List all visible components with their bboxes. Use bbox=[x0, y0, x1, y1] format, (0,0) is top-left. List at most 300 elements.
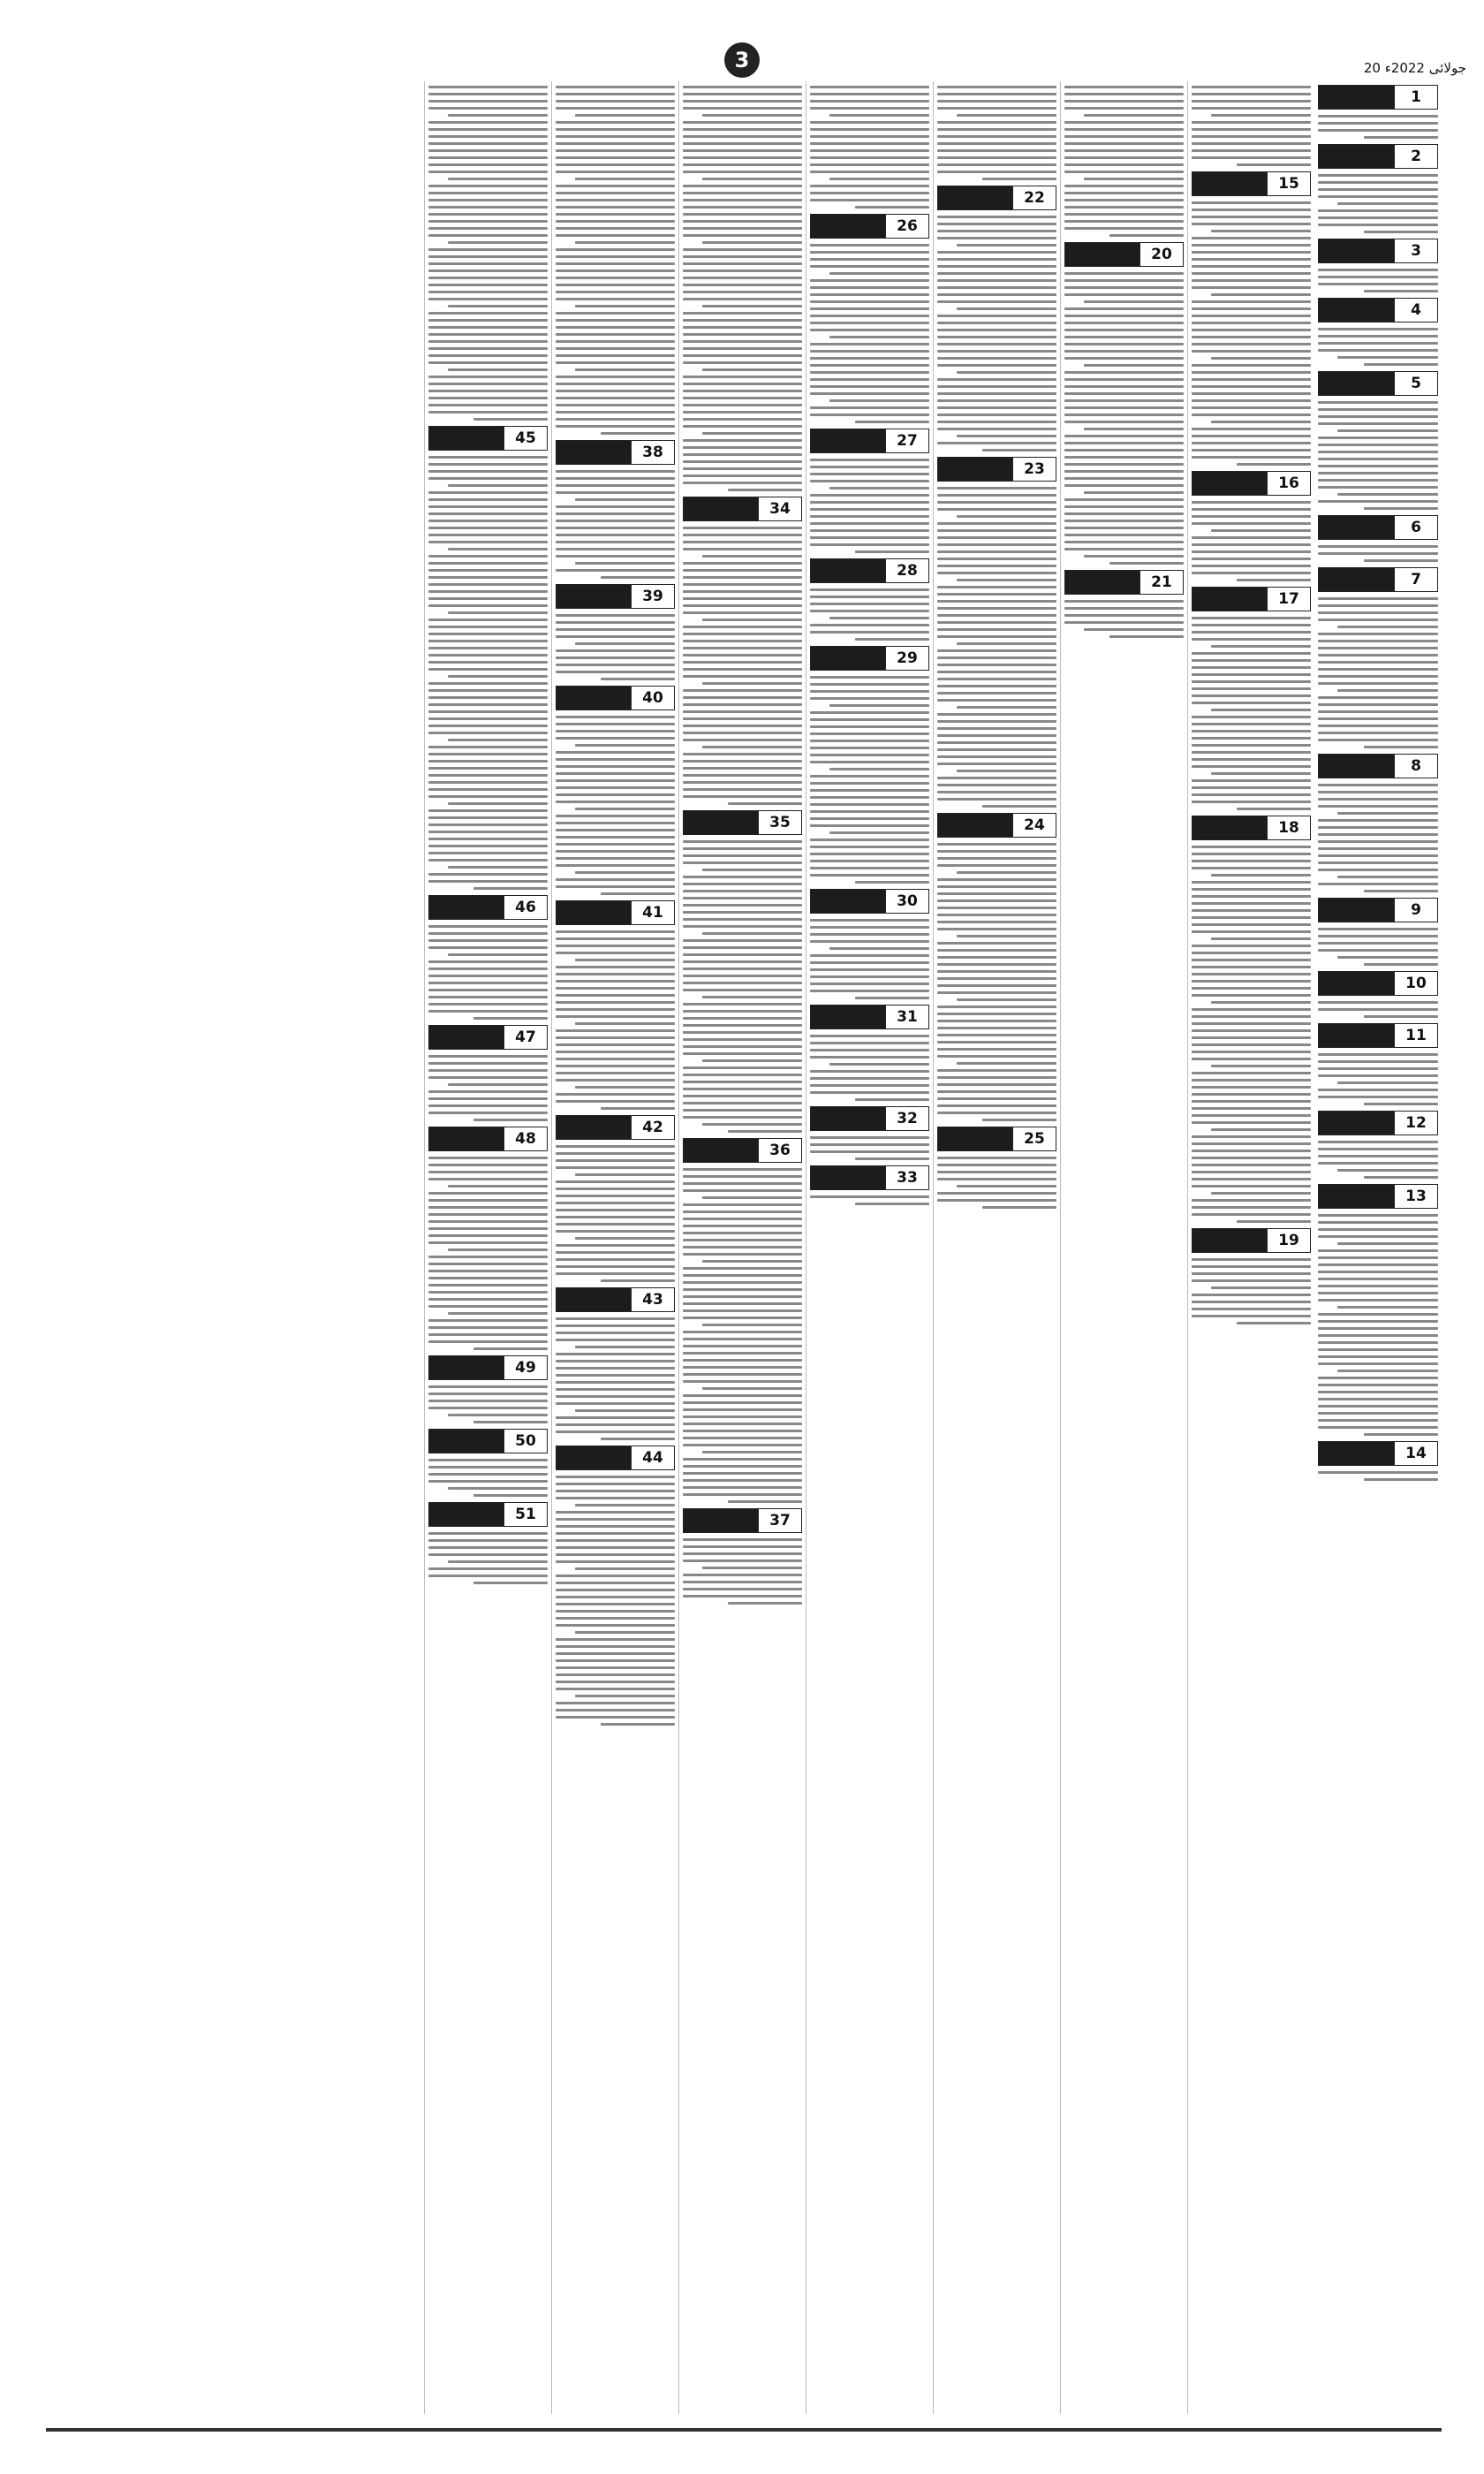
text-line bbox=[702, 241, 802, 244]
text-line bbox=[937, 885, 1056, 888]
section-headline bbox=[1192, 471, 1311, 496]
text-line bbox=[810, 732, 929, 735]
text-line bbox=[428, 1305, 548, 1308]
text-line bbox=[810, 473, 929, 475]
text-line bbox=[1064, 414, 1184, 416]
text-line bbox=[683, 439, 802, 442]
text-line bbox=[1211, 529, 1311, 532]
headline-bar bbox=[429, 1127, 504, 1150]
headline-bar bbox=[938, 1127, 1012, 1150]
text-line bbox=[1318, 545, 1438, 548]
text-line bbox=[428, 1459, 548, 1461]
section-headline bbox=[1192, 1228, 1311, 1253]
text-line bbox=[1192, 406, 1311, 409]
news-item bbox=[1318, 1184, 1438, 1209]
text-line bbox=[1064, 336, 1184, 338]
section-headline bbox=[810, 429, 929, 453]
text-line bbox=[683, 569, 802, 572]
text-line bbox=[556, 1645, 675, 1648]
text-line bbox=[728, 1500, 802, 1503]
text-line bbox=[683, 982, 802, 984]
column-3 bbox=[1060, 81, 1187, 2414]
text-line bbox=[683, 1394, 802, 1397]
text-line bbox=[428, 319, 548, 322]
text-line bbox=[428, 576, 548, 579]
text-line bbox=[1318, 1053, 1438, 1056]
text-line bbox=[937, 635, 1056, 638]
text-line bbox=[683, 1024, 802, 1027]
text-line bbox=[1064, 477, 1184, 480]
text-line bbox=[683, 1302, 802, 1305]
text-line bbox=[1192, 751, 1311, 754]
text-line bbox=[683, 1380, 802, 1383]
text-line bbox=[937, 649, 1056, 652]
text-line bbox=[556, 793, 675, 796]
section-number: 33 bbox=[885, 1166, 928, 1189]
text-line bbox=[428, 1319, 548, 1322]
text-line bbox=[556, 1367, 675, 1370]
text-line bbox=[937, 300, 1056, 303]
text-line bbox=[683, 383, 802, 385]
text-line bbox=[1237, 163, 1311, 166]
text-line bbox=[556, 1223, 675, 1226]
text-line bbox=[1337, 1306, 1438, 1309]
news-item bbox=[683, 497, 802, 521]
text-line bbox=[683, 1010, 802, 1013]
news-item bbox=[1064, 242, 1184, 267]
text-line bbox=[428, 647, 548, 649]
text-line bbox=[810, 480, 929, 482]
text-line bbox=[428, 463, 548, 466]
text-line bbox=[937, 843, 1056, 846]
article-text bbox=[556, 1145, 675, 1282]
text-line bbox=[1064, 199, 1184, 201]
text-line bbox=[1211, 645, 1311, 648]
text-line bbox=[556, 1652, 675, 1655]
section-number: 27 bbox=[885, 429, 928, 452]
section-number: 24 bbox=[1012, 814, 1056, 837]
article-text bbox=[1318, 1001, 1438, 1018]
text-line bbox=[428, 569, 548, 572]
text-line bbox=[683, 576, 802, 579]
text-line bbox=[937, 1083, 1056, 1086]
article-text bbox=[810, 1195, 929, 1205]
text-line bbox=[810, 466, 929, 468]
text-line bbox=[1337, 493, 1438, 496]
text-line bbox=[1192, 237, 1311, 239]
text-line bbox=[575, 1022, 675, 1025]
text-line bbox=[556, 149, 675, 152]
text-line bbox=[683, 192, 802, 194]
text-line bbox=[1318, 465, 1438, 467]
text-line bbox=[937, 1055, 1056, 1058]
text-line bbox=[957, 371, 1056, 374]
text-line bbox=[1192, 930, 1311, 933]
article-text bbox=[556, 86, 675, 435]
text-line bbox=[829, 336, 929, 338]
article-text bbox=[428, 1055, 548, 1121]
text-line bbox=[556, 255, 675, 258]
text-line bbox=[1192, 1272, 1311, 1275]
text-line bbox=[937, 293, 1056, 296]
text-line bbox=[575, 1695, 675, 1697]
text-line bbox=[1084, 300, 1184, 303]
headline-bar bbox=[1065, 243, 1140, 266]
text-line bbox=[556, 1188, 675, 1190]
text-line bbox=[556, 185, 675, 187]
text-line bbox=[556, 1666, 675, 1669]
news-item bbox=[810, 646, 929, 671]
news-item bbox=[1318, 1441, 1438, 1466]
news-item bbox=[1318, 971, 1438, 996]
text-line bbox=[428, 397, 548, 399]
text-line bbox=[428, 760, 548, 763]
text-line bbox=[428, 1532, 548, 1535]
section-number: 20 bbox=[1140, 243, 1183, 266]
text-line bbox=[1318, 869, 1438, 871]
text-line bbox=[575, 1504, 675, 1506]
text-line bbox=[1192, 550, 1311, 553]
text-line bbox=[428, 1480, 548, 1483]
text-line bbox=[810, 919, 929, 922]
text-line bbox=[1318, 415, 1438, 418]
text-line bbox=[1318, 1327, 1438, 1330]
text-line bbox=[937, 543, 1056, 546]
text-line bbox=[702, 114, 802, 117]
text-line bbox=[937, 914, 1056, 916]
text-line bbox=[428, 873, 548, 876]
section-headline bbox=[810, 1005, 929, 1029]
text-line bbox=[683, 1538, 802, 1541]
text-line bbox=[1318, 1001, 1438, 1004]
headline-bar bbox=[1192, 172, 1267, 195]
text-line bbox=[982, 449, 1056, 452]
text-line bbox=[601, 892, 675, 895]
headline-bar bbox=[811, 647, 885, 670]
text-line bbox=[556, 786, 675, 789]
text-line bbox=[810, 343, 929, 345]
text-line bbox=[1192, 793, 1311, 796]
text-line bbox=[428, 404, 548, 406]
article-text bbox=[556, 614, 675, 680]
section-headline bbox=[1064, 570, 1184, 595]
text-line bbox=[556, 227, 675, 230]
text-line bbox=[556, 1159, 675, 1162]
headline-bar bbox=[1192, 816, 1267, 839]
text-line bbox=[1192, 765, 1311, 768]
text-line bbox=[556, 93, 675, 95]
text-line bbox=[575, 744, 675, 747]
text-line bbox=[556, 326, 675, 329]
text-line bbox=[575, 1567, 675, 1570]
article-text bbox=[937, 843, 1056, 1121]
text-line bbox=[1318, 1162, 1438, 1165]
text-line bbox=[448, 305, 548, 307]
text-line bbox=[937, 607, 1056, 610]
text-line bbox=[829, 272, 929, 275]
text-line bbox=[1192, 1086, 1311, 1089]
text-line bbox=[428, 248, 548, 251]
text-line bbox=[428, 491, 548, 494]
news-item bbox=[556, 584, 675, 609]
news-item bbox=[1318, 298, 1438, 323]
text-line bbox=[683, 312, 802, 315]
text-line bbox=[810, 385, 929, 388]
text-line bbox=[556, 1483, 675, 1485]
text-line bbox=[556, 1388, 675, 1391]
text-line bbox=[1064, 399, 1184, 402]
text-line bbox=[556, 1015, 675, 1018]
text-line bbox=[937, 784, 1056, 786]
text-line bbox=[428, 354, 548, 357]
text-line bbox=[428, 527, 548, 529]
headline-bar bbox=[1319, 1112, 1394, 1135]
text-line bbox=[1192, 223, 1311, 225]
text-line bbox=[683, 163, 802, 166]
text-line bbox=[1318, 682, 1438, 685]
text-line bbox=[556, 319, 675, 322]
text-line bbox=[1192, 902, 1311, 905]
text-line bbox=[1364, 507, 1438, 510]
text-line bbox=[683, 185, 802, 187]
text-line bbox=[937, 336, 1056, 338]
text-line bbox=[937, 1104, 1056, 1107]
text-line bbox=[428, 1466, 548, 1468]
text-line bbox=[855, 1203, 929, 1205]
text-line bbox=[855, 1157, 929, 1160]
text-line bbox=[683, 847, 802, 850]
text-line bbox=[810, 796, 929, 799]
text-line bbox=[1084, 555, 1184, 558]
text-line bbox=[683, 411, 802, 414]
news-item bbox=[1192, 471, 1311, 496]
text-line bbox=[810, 789, 929, 792]
text-line bbox=[1192, 1093, 1311, 1096]
text-line bbox=[683, 1038, 802, 1041]
text-line bbox=[937, 692, 1056, 694]
text-line bbox=[1064, 385, 1184, 388]
section-headline bbox=[1318, 515, 1438, 540]
text-line bbox=[683, 482, 802, 484]
text-line bbox=[810, 711, 929, 714]
section-headline bbox=[1318, 898, 1438, 922]
text-line bbox=[810, 853, 929, 855]
text-line bbox=[702, 1260, 802, 1263]
text-line bbox=[957, 515, 1056, 518]
text-line bbox=[556, 723, 675, 725]
text-line bbox=[1192, 399, 1311, 402]
headline-bar bbox=[811, 429, 885, 452]
text-line bbox=[810, 459, 929, 461]
text-line bbox=[428, 1256, 548, 1258]
text-line bbox=[1318, 401, 1438, 404]
text-line bbox=[1192, 1022, 1311, 1025]
text-line bbox=[683, 86, 802, 88]
text-line bbox=[810, 839, 929, 841]
text-line bbox=[1318, 675, 1438, 678]
news-item bbox=[428, 1502, 548, 1527]
text-line bbox=[428, 1213, 548, 1216]
text-line bbox=[937, 171, 1056, 173]
text-line bbox=[957, 935, 1056, 937]
text-line bbox=[1318, 195, 1438, 198]
text-line bbox=[683, 897, 802, 899]
text-line bbox=[1192, 1185, 1311, 1188]
section-headline bbox=[1192, 816, 1311, 840]
text-line bbox=[1318, 1391, 1438, 1393]
news-item bbox=[428, 1355, 548, 1380]
text-line bbox=[1064, 406, 1184, 409]
text-line bbox=[683, 220, 802, 223]
text-line bbox=[556, 1195, 675, 1197]
headline-bar bbox=[1319, 1442, 1394, 1465]
text-line bbox=[683, 562, 802, 565]
text-line bbox=[957, 1185, 1056, 1188]
text-line bbox=[1318, 1320, 1438, 1323]
text-line bbox=[556, 1029, 675, 1032]
text-line bbox=[556, 1079, 675, 1081]
text-line bbox=[448, 1185, 548, 1188]
text-line bbox=[683, 1317, 802, 1319]
text-line bbox=[810, 156, 929, 159]
text-line bbox=[683, 1588, 802, 1590]
article-text bbox=[810, 676, 929, 884]
text-line bbox=[1084, 364, 1184, 367]
text-line bbox=[556, 1659, 675, 1662]
text-line bbox=[1337, 626, 1438, 628]
text-line bbox=[937, 550, 1056, 553]
headline-bar bbox=[811, 1006, 885, 1028]
text-line bbox=[1318, 1355, 1438, 1358]
news-item bbox=[683, 1508, 802, 1533]
text-line bbox=[829, 178, 929, 180]
text-line bbox=[1211, 709, 1311, 711]
text-line bbox=[428, 269, 548, 272]
text-line bbox=[556, 649, 675, 652]
headline-bar bbox=[1319, 86, 1394, 109]
text-line bbox=[556, 614, 675, 617]
headline-bar bbox=[811, 215, 885, 238]
text-line bbox=[428, 555, 548, 558]
text-line bbox=[937, 963, 1056, 966]
text-line bbox=[428, 925, 548, 928]
text-line bbox=[683, 626, 802, 628]
text-line bbox=[810, 810, 929, 813]
text-line bbox=[683, 541, 802, 543]
section-headline bbox=[1318, 1184, 1438, 1209]
headline-bar bbox=[429, 896, 504, 919]
article-text bbox=[428, 456, 548, 890]
text-line bbox=[1192, 371, 1311, 374]
text-line bbox=[810, 515, 929, 518]
headline-bar bbox=[684, 811, 758, 834]
text-line bbox=[937, 329, 1056, 331]
text-line bbox=[937, 628, 1056, 631]
headline-bar bbox=[556, 1288, 631, 1311]
text-line bbox=[428, 1069, 548, 1072]
text-line bbox=[937, 406, 1056, 409]
text-line bbox=[1192, 1015, 1311, 1018]
section-headline bbox=[556, 1287, 675, 1312]
text-line bbox=[683, 1415, 802, 1418]
text-line bbox=[810, 107, 929, 110]
text-line bbox=[1064, 163, 1184, 166]
text-line bbox=[556, 1272, 675, 1275]
text-line bbox=[1064, 307, 1184, 310]
text-line bbox=[448, 368, 548, 371]
text-line bbox=[1192, 687, 1311, 690]
text-line bbox=[1192, 428, 1311, 430]
text-line bbox=[1318, 732, 1438, 734]
text-line bbox=[1192, 135, 1311, 138]
text-line bbox=[556, 1423, 675, 1426]
text-line bbox=[683, 1232, 802, 1234]
text-line bbox=[937, 727, 1056, 730]
text-line bbox=[937, 1171, 1056, 1173]
section-number: 9 bbox=[1394, 899, 1437, 922]
section-headline bbox=[428, 1429, 548, 1453]
text-line bbox=[556, 1166, 675, 1169]
text-line bbox=[810, 1070, 929, 1073]
text-line bbox=[428, 1055, 548, 1058]
text-line bbox=[428, 1010, 548, 1013]
section-number: 49 bbox=[504, 1356, 547, 1379]
headline-bar bbox=[556, 687, 631, 710]
text-line bbox=[683, 1225, 802, 1227]
text-line bbox=[556, 248, 675, 251]
text-line bbox=[556, 843, 675, 846]
text-line bbox=[1192, 909, 1311, 912]
text-line bbox=[556, 1216, 675, 1218]
text-line bbox=[575, 959, 675, 961]
article-text bbox=[1318, 174, 1438, 233]
text-line bbox=[957, 307, 1056, 310]
text-line bbox=[1192, 1100, 1311, 1103]
text-line bbox=[810, 860, 929, 862]
text-line bbox=[937, 223, 1056, 225]
text-line bbox=[1192, 1142, 1311, 1145]
text-line bbox=[556, 1402, 675, 1405]
text-line bbox=[1192, 501, 1311, 504]
text-line bbox=[1064, 293, 1184, 296]
text-line bbox=[1192, 1058, 1311, 1060]
text-line bbox=[937, 1048, 1056, 1051]
text-line bbox=[1064, 286, 1184, 289]
text-line bbox=[937, 350, 1056, 353]
text-line bbox=[1064, 227, 1184, 230]
text-line bbox=[428, 128, 548, 131]
text-line bbox=[1318, 1419, 1438, 1422]
text-line bbox=[810, 350, 929, 353]
section-headline bbox=[556, 1446, 675, 1470]
text-line bbox=[1318, 840, 1438, 843]
text-line bbox=[556, 1043, 675, 1046]
text-line bbox=[937, 678, 1056, 680]
text-line bbox=[1318, 791, 1438, 793]
text-line bbox=[1192, 1107, 1311, 1110]
text-line bbox=[556, 1702, 675, 1704]
section-headline bbox=[683, 1508, 802, 1533]
text-line bbox=[683, 121, 802, 124]
text-line bbox=[1192, 385, 1311, 388]
text-line bbox=[937, 857, 1056, 860]
text-line bbox=[556, 1339, 675, 1341]
text-line bbox=[1064, 192, 1184, 194]
text-line bbox=[1318, 1362, 1438, 1365]
text-line bbox=[1318, 1384, 1438, 1386]
section-number: 19 bbox=[1267, 1229, 1310, 1252]
text-line bbox=[1064, 512, 1184, 515]
